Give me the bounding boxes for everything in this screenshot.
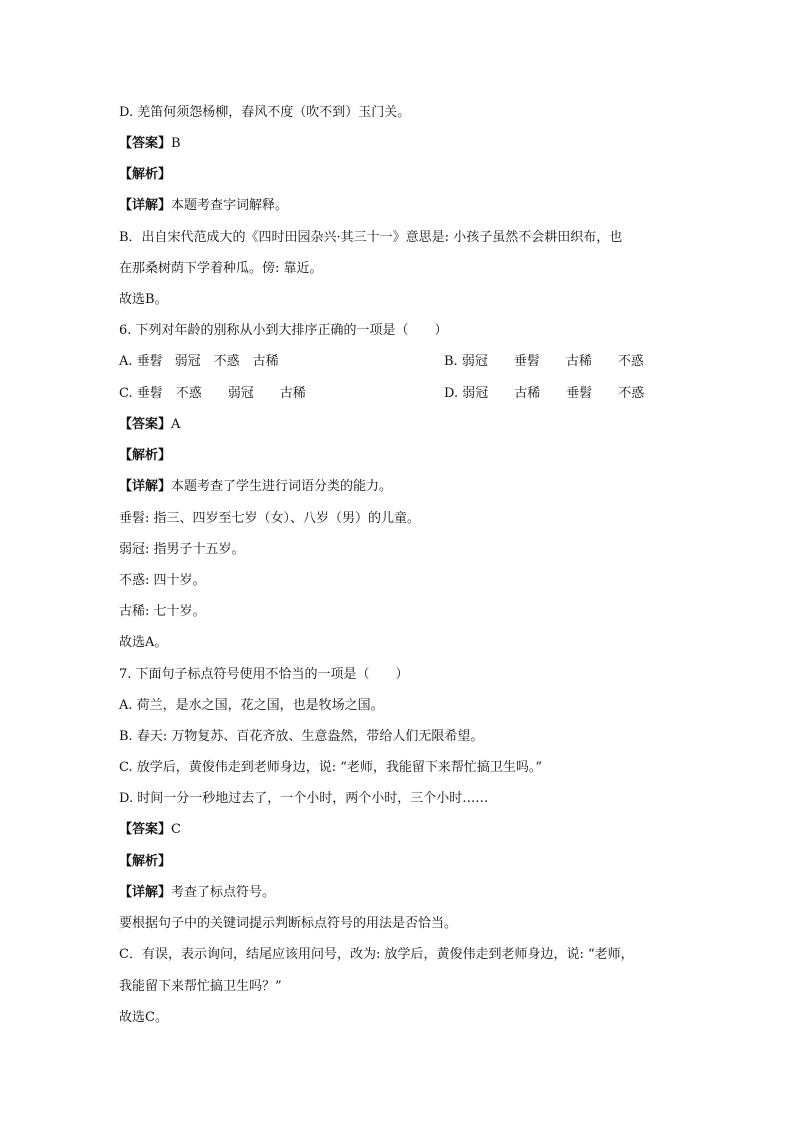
explanation-c-line-2: 我能留下来帮忙搞卫生吗？”	[119, 979, 282, 994]
detail-text: 考查了标点符号。	[171, 885, 276, 900]
analysis-heading-1: 【解析】	[119, 167, 172, 182]
detail-tag: 【详解】	[119, 885, 172, 900]
question-6-option-a	[119, 353, 279, 371]
answer-tag: 【答案】	[119, 822, 172, 837]
detail-line-3	[119, 884, 275, 902]
term-ruoguan: 弱冠: 指男子十五岁。	[119, 542, 245, 557]
answer-value: B	[171, 136, 181, 151]
term-buhuo: 不惑: 四十岁。	[119, 573, 206, 588]
option-a-label: A. 垂髫	[119, 354, 163, 369]
detail-line-1	[119, 197, 288, 215]
analysis-heading-3: 【解析】	[119, 854, 172, 869]
question-7: 7. 下面句子标点符号使用不恰当的一项是（ ）	[119, 667, 409, 682]
question-6-option-b: B. 弱冠 垂髫 古稀 不惑	[444, 354, 644, 369]
detail-tag: 【详解】	[119, 479, 172, 494]
question-7-option-b: B. 春天: 万物复苏、百花齐放、生意盎然，带给人们无限希望。	[119, 729, 484, 744]
option-a-rest: 弱冠 不惑 古稀	[174, 354, 279, 369]
answer-line-2	[119, 416, 180, 434]
choose-b-line: 故选B。	[119, 292, 168, 307]
detail-text: 本题考查了学生进行词语分类的能力。	[171, 479, 393, 494]
explanation-b-line-2: 在那桑树荫下学着种瓜。傍: 靠近。	[119, 261, 323, 276]
question-7-option-a: A. 荷兰，是水之国，花之国，也是牧场之国。	[119, 698, 384, 713]
detail-tag: 【详解】	[119, 198, 172, 213]
question-6-option-d: D. 弱冠 古稀 垂髫 不惑	[444, 386, 645, 401]
choose-c-line: 故选C。	[119, 1010, 168, 1025]
answer-line-1	[119, 135, 181, 153]
term-chuitiao: 垂髫: 指三、四岁至七岁（女）、八岁（男）的儿童。	[119, 511, 421, 526]
answer-line-3	[119, 821, 181, 839]
detail-line-2	[119, 478, 392, 496]
answer-value: A	[171, 417, 181, 432]
answer-tag: 【答案】	[119, 136, 172, 151]
question-7-option-d: D. 时间一分一秒地过去了，一个小时，两个小时，三个小时……	[119, 791, 489, 806]
answer-value: C	[171, 822, 181, 837]
option-d-line: D. 羌笛何须怨杨柳，春风不度（吹不到）玉门关。	[119, 105, 411, 120]
explanation-b-line-1: B．出自宋代范成大的《四时田园杂兴·其三十一》意思是: 小孩子虽然不会耕田织布，也	[119, 230, 623, 245]
question-6-option-c: C. 垂髫 不惑 弱冠 古稀	[119, 386, 306, 401]
question-7-option-c: C. 放学后，黄俊伟走到老师身边，说: “老师，我能留下来帮忙搞卫生吗。”	[119, 760, 543, 775]
question-6: 6. 下列对年龄的别称从小到大排序正确的一项是（ ）	[119, 323, 448, 338]
analysis-heading-2: 【解析】	[119, 448, 172, 463]
detail-text: 本题考查字词解释。	[171, 198, 289, 213]
rule-line: 要根据句子中的关键词提示判断标点符号的用法是否恰当。	[119, 916, 458, 931]
choose-a-line: 故选A。	[119, 635, 168, 650]
answer-tag: 【答案】	[119, 417, 172, 432]
explanation-c-line-1: C．有误，表示询问，结尾应该用问号，改为: 放学后，黄俊伟走到老师身边，说: “老师，	[119, 947, 634, 962]
term-guxi: 古稀: 七十岁。	[119, 604, 206, 619]
